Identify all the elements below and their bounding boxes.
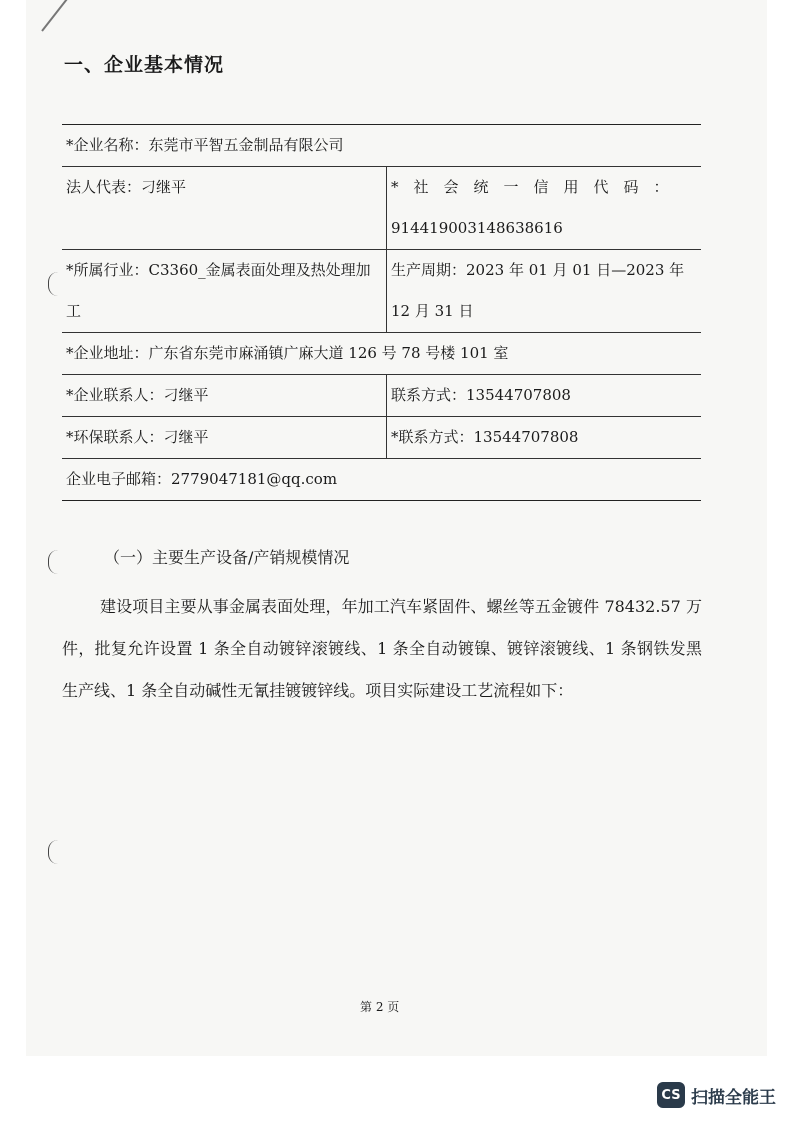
email-cell: 企业电子邮箱：2779047181@qq.com <box>62 459 701 501</box>
watermark-text: 扫描全能王 <box>691 1087 776 1108</box>
section-title: 一、企业基本情况 <box>64 54 225 76</box>
industry-cell: *所属行业：C3360_金属表面处理及热处理加工 <box>62 250 387 333</box>
subsection-title: （一）主要生产设备/产销规模情况 <box>104 548 350 567</box>
contact-person-cell: *企业联系人：刁继平 <box>62 375 387 417</box>
env-contact-cell: *环保联系人：刁继平 <box>62 417 387 459</box>
camscanner-logo-icon: CS <box>657 1082 685 1108</box>
credit-code-cell <box>387 167 702 250</box>
scanner-watermark <box>657 1080 776 1110</box>
credit-code-value: 914419003148638616 <box>391 219 563 237</box>
margin-mark <box>48 550 59 574</box>
margin-mark <box>48 840 59 864</box>
credit-code-label: *社会统一信用代码： <box>391 178 684 196</box>
company-info-table <box>62 124 701 501</box>
env-phone-cell: *联系方式：13544707808 <box>387 417 702 459</box>
legal-rep-cell: 法人代表：刁继平 <box>62 167 387 250</box>
body-paragraph: 建设项目主要从事金属表面处理，年加工汽车紧固件、螺丝等五金镀件 78432.57 万件，批复允许设置 1 条全自动镀锌滚镀线、1 条全自动镀镍、镀锌滚镀线、1 条钢铁发黑生产线、1 条全自动碱性无氰挂镀镀锌线。项目实际建设工艺流程如下： <box>62 597 702 700</box>
address-cell: *企业地址：广东省东莞市麻涌镇广麻大道 126 号 78 号楼 101 室 <box>62 333 701 375</box>
company-name-cell: *企业名称：东莞市平智五金制品有限公司 <box>62 125 701 167</box>
contact-phone-cell: 联系方式：13544707808 <box>387 375 702 417</box>
page-number: 第 2 页 <box>360 1000 400 1014</box>
production-period-cell: 生产周期：2023 年 01 月 01 日—2023 年 12 月 31 日 <box>387 250 702 333</box>
margin-mark <box>48 272 59 296</box>
